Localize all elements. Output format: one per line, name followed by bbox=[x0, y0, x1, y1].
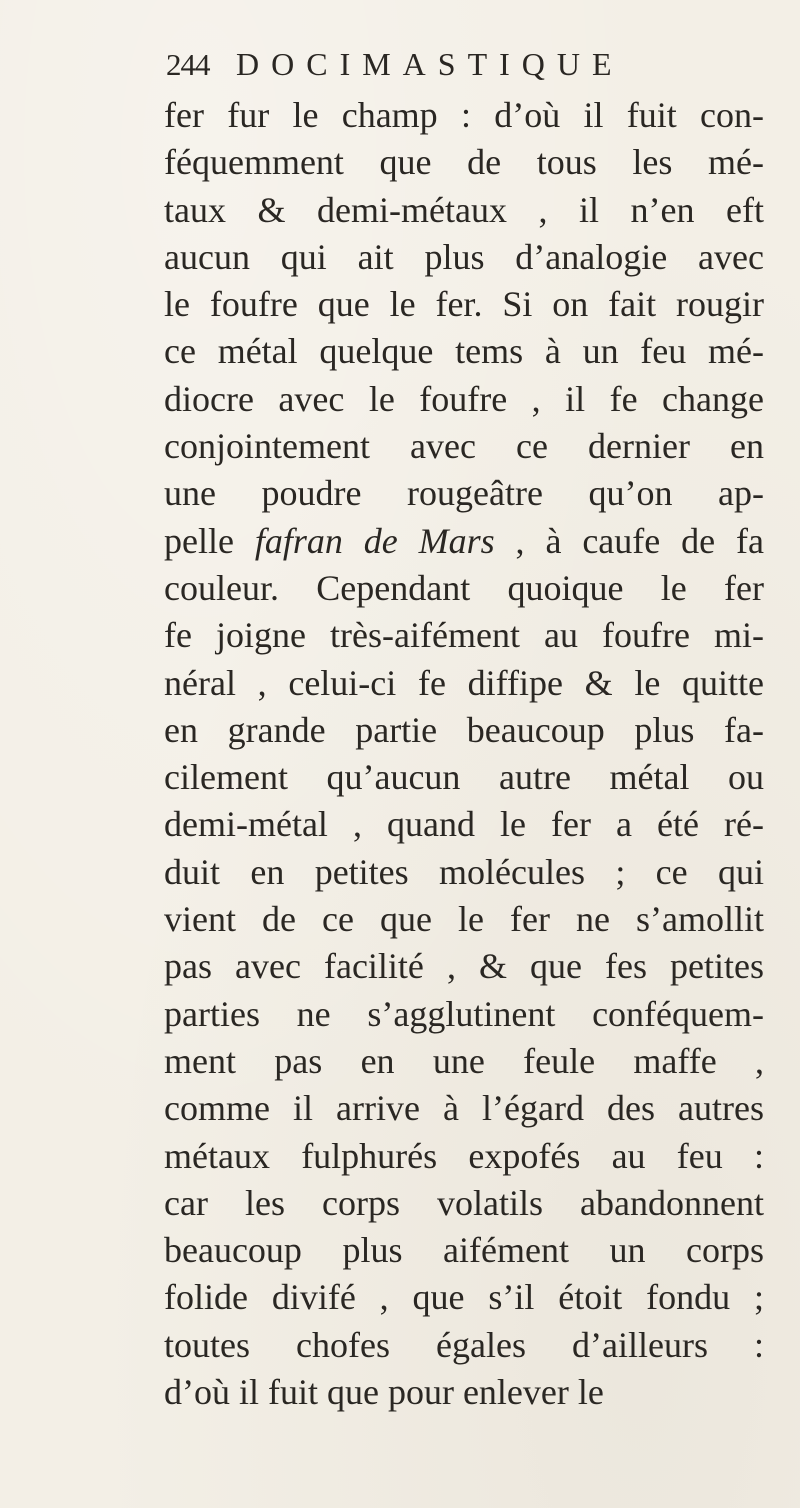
text-segment: pas avec facilité , & que fes petites bbox=[164, 946, 764, 987]
text-line bbox=[164, 1274, 764, 1321]
text-line bbox=[164, 943, 764, 990]
text-segment: néral , celui-ci fe diffipe & le quitte bbox=[164, 662, 764, 703]
text-segment: pelle bbox=[164, 520, 255, 561]
text-segment: vient de ce que le fer ne s’amollit bbox=[164, 899, 764, 940]
text-segment: toutes chofes égales d’ailleurs : bbox=[164, 1324, 764, 1365]
text-line bbox=[164, 896, 764, 943]
body-text bbox=[164, 92, 764, 1416]
text-line bbox=[164, 139, 764, 186]
text-line bbox=[164, 187, 764, 234]
text-line bbox=[164, 470, 764, 517]
text-line bbox=[164, 518, 764, 565]
text-segment: taux & demi-métaux , il n’en eft bbox=[164, 189, 764, 230]
text-segment: en grande partie beaucoup plus fa- bbox=[164, 709, 764, 750]
text-line bbox=[164, 1322, 764, 1369]
text-segment: duit en petites molécules ; ce qui bbox=[164, 851, 764, 892]
text-line bbox=[164, 1227, 764, 1274]
text-line bbox=[164, 801, 764, 848]
text-line bbox=[164, 1180, 764, 1227]
text-segment: conjointement avec ce dernier en bbox=[164, 426, 764, 467]
text-line bbox=[164, 1085, 764, 1132]
running-head: DOCIMASTIQUE bbox=[236, 46, 624, 82]
text-segment: féquemment que de tous les mé- bbox=[164, 142, 764, 183]
text-segment: cilement qu’aucun autre métal ou bbox=[164, 757, 764, 798]
text-segment: , à caufe de fa bbox=[494, 520, 764, 561]
text-segment: métaux fulphurés expofés au feu : bbox=[164, 1135, 764, 1176]
text-line bbox=[164, 1133, 764, 1180]
text-segment: fer fur le champ : d’où il fuit con- bbox=[164, 95, 764, 135]
text-line bbox=[164, 92, 764, 139]
text-segment: comme il arrive à l’égard des autres bbox=[164, 1088, 764, 1129]
text-line bbox=[164, 376, 764, 423]
page-header bbox=[166, 46, 686, 94]
text-line bbox=[164, 612, 764, 659]
text-line bbox=[164, 328, 764, 375]
text-segment: car les corps volatils abandonnent bbox=[164, 1182, 764, 1223]
text-segment: demi-métal , quand le fer a été ré- bbox=[164, 804, 764, 845]
text-segment: aucun qui ait plus d’analogie avec bbox=[164, 236, 764, 277]
text-segment: diocre avec le foufre , il fe change bbox=[164, 378, 764, 419]
text-segment: folide divifé , que s’il étoit fondu ; bbox=[164, 1277, 764, 1318]
text-line bbox=[164, 281, 764, 328]
text-segment: le foufre que le fer. Si on fait rougir bbox=[164, 284, 764, 325]
text-line bbox=[164, 707, 764, 754]
text-segment: d’où il fuit que pour enlever le bbox=[164, 1372, 604, 1413]
text-line bbox=[164, 565, 764, 612]
text-line bbox=[164, 1038, 764, 1085]
text-segment: ce métal quelque tems à un feu mé- bbox=[164, 331, 764, 372]
text-segment: beaucoup plus aifément un corps bbox=[164, 1230, 764, 1271]
text-line bbox=[164, 423, 764, 470]
text-line bbox=[164, 849, 764, 896]
italic-term: fafran de Mars bbox=[254, 520, 495, 561]
text-segment: une poudre rougeâtre qu’on ap- bbox=[164, 473, 764, 514]
text-segment: fe joigne très-aifément au foufre mi- bbox=[164, 615, 764, 656]
text-line bbox=[164, 660, 764, 707]
page-number: 244 bbox=[166, 47, 210, 82]
text-line bbox=[164, 234, 764, 281]
text-segment: ment pas en une feule maffe , bbox=[164, 1040, 764, 1081]
text-line bbox=[164, 991, 764, 1038]
text-segment: parties ne s’agglutinent conféquem- bbox=[164, 993, 764, 1034]
text-line bbox=[164, 1369, 764, 1416]
text-segment: couleur. Cependant quoique le fer bbox=[164, 567, 764, 608]
text-line bbox=[164, 754, 764, 801]
